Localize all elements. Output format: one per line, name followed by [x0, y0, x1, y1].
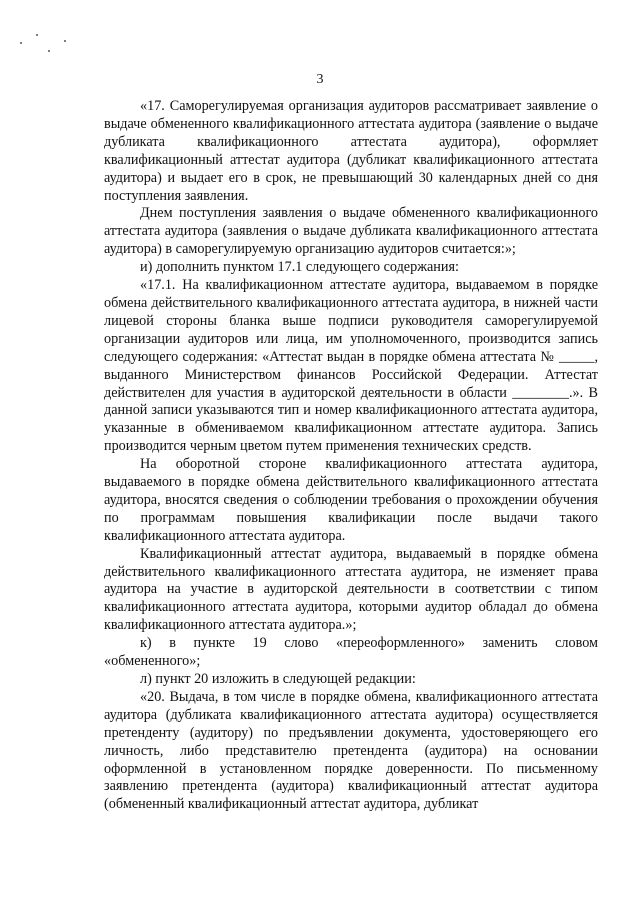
- document-body: [104, 98, 598, 814]
- scan-specks: [18, 30, 78, 60]
- paragraph-17: «17. Саморегулируемая организация аудиторов рассматривает заявление о выдаче обмененного квалификационного аттестата аудитора (заявление о выдаче дубликата квалификационного аттестата аудитора), оформляет квалификационный аттестат аудитора (дубликат квалификационного аттестата аудитора) и выдает его в срок, не превышающий 30 календарных дней со дня поступления заявления.: [104, 98, 598, 204]
- page-number: 3: [316, 72, 324, 87]
- paragraph-item-l: л) пункт 20 изложить в следующей редакции:: [140, 671, 416, 687]
- paragraph-item-i: и) дополнить пунктом 17.1 следующего содержания:: [140, 259, 459, 276]
- paragraph-rights: Квалификационный аттестат аудитора, выдаваемый в порядке обмена действительного квалификационного аттестата аудитора, не изменяет права аудитора на участие в аудиторской деятельности в соответствии с типом квалификационного аттестата аудитора, которыми аудитор обладал до обмена квалификационного аттестата аудитора.»;: [104, 545, 598, 634]
- paragraph-20: «20. Выдача, в том числе в порядке обмена, квалификационного аттестата аудитора (дубликата квалификационного аттестата аудитора) осуществляется претенденту (аудитору) по предъявлении документа, удостоверяющего его личность, либо представителю претендента (аудитора) на основании оформленной в установленном порядке доверенности. По письменному заявлению претендента (аудитора) квалификационный аттестат аудитора (обмененный квалификационный аттестат аудитора, дубликат: [104, 688, 598, 813]
- paragraph-filing-date: Днем поступления заявления о выдаче обмененного квалификационного аттестата аудитора (заявления о выдаче дубликата квалификационного аттестата аудитора) в саморегулируемую организацию аудиторов считается:»;: [104, 205, 598, 258]
- paragraph-reverse-side: На оборотной стороне квалификационного аттестата аудитора, выдаваемого в порядке обмена действительного квалификационного аттестата аудитора, вносятся сведения о соблюдении требования о прохождении обучения по программам повышения квалификации после выдачи такого квалификационного аттестата аудитора.: [104, 456, 598, 544]
- paragraph-17-1: «17.1. На квалификационном аттестате аудитора, выдаваемом в порядке обмена действительного квалификационного аттестата аудитора, в нижней части лицевой стороны бланка выше подписи руководителя саморегулируемой организации аудиторов или лица, им уполномоченного, производится запись следующего содержания: «Аттестат выдан в порядке обмена аттестата № _____, выданного Министерством финансов Российской Федерации. Аттестат действителен для участия в аудиторской деятельности в области ________.». В данной записи указываются тип и номер квалификационного аттестата аудитора, указанные в обмениваемом квалификационном аттестате аудитора. Запись производится черным цветом путем применения технических средств.: [104, 277, 598, 455]
- paragraph-item-k: к) в пункте 19 слово «переоформленного» заменить словом «обмененного»;: [104, 635, 598, 670]
